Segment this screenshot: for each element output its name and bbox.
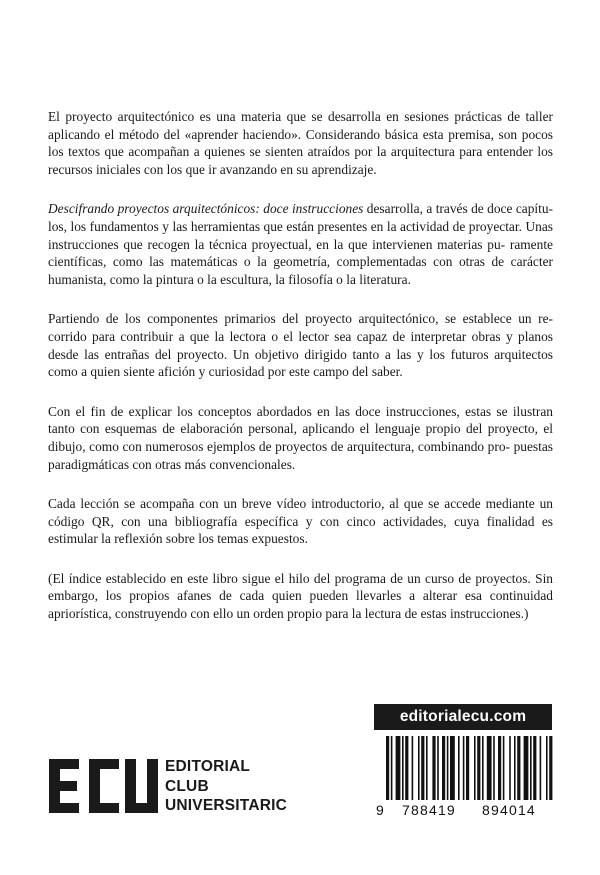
website-banner [374, 704, 552, 730]
paragraph-lessons [48, 495, 553, 548]
text-line: (El índice establecido en este libro sigue el hilo del programa de un curso de proyectos. [48, 570, 531, 586]
barcode-first-digit: 9 [376, 802, 384, 818]
barcode-bar [487, 736, 492, 800]
text-line: Con el fin de explicar los conceptos abordados en las doce instrucciones, estas se ilustran [48, 403, 553, 419]
barcode-bar [437, 736, 439, 800]
text-line: desde las entrañas del proyecto. Un objetivo dirigido tanto a las y los futuros arquitectos [48, 346, 553, 362]
text-line: Partiendo de los componentes primarios del proyecto arquitectónico, se establece un re- [48, 311, 553, 327]
barcode-bar [405, 736, 408, 800]
barcode-bar [524, 736, 529, 800]
text-line: apriorística, construyendo con ello un orden propio para la lectura de estas instrucciones.) [48, 606, 529, 622]
barcode-bar [530, 736, 532, 800]
publisher-line-3: UNIVERSITARIC [165, 797, 288, 814]
barcode-bar [447, 736, 449, 800]
paragraph-illustrations [48, 403, 553, 473]
barcode-bar [458, 736, 460, 800]
text-line: ramente científicas, como las matemáticas o la geometría, complementadas con otras de [48, 236, 553, 270]
barcode-bar [386, 736, 389, 800]
text-line: el dibujo, como con numerosos ejemplos de proyectos de arquitectura, combinando pro- [48, 421, 553, 454]
barcode-bar [474, 736, 476, 800]
barcode-bar [421, 736, 424, 800]
book-title: Descifrando proyectos arquitectónicos: doce instrucciones [48, 201, 364, 217]
barcode-bar [450, 736, 455, 800]
text-line: pocos los textos que acompañan a quienes se sienten atraídos por la arquitectura para [48, 126, 553, 160]
barcode-bar [463, 736, 465, 800]
text-line: desarrolla, a través de doce capítu- [363, 201, 554, 217]
text-line: los, los fundamentos y las herramientas que están presentes en la actividad de proyectar. [48, 218, 522, 234]
text-line: un código QR, con una bibliografía específica y con cinco actividades, cuya finalidad es [48, 496, 553, 529]
barcode-bar [503, 736, 505, 800]
publisher-name [165, 757, 287, 816]
text-line: entender los recursos iniciales con los que ir avanzando en su aprendizaje. [48, 144, 553, 177]
paragraph-intro [48, 108, 553, 178]
barcode-bar [396, 736, 401, 800]
text-line: carácter humanista, como la pintura o la escultura, la filosofía o la literatura. [48, 254, 553, 287]
text-line: Unas instrucciones que recogen la técnica proyectual, en la que intervienen materias pu- [48, 218, 553, 252]
barcode-left-group: 788419 [402, 802, 456, 818]
back-cover-text [48, 108, 553, 645]
barcode-bar [426, 736, 428, 800]
text-line: como a quien siente afición y curiosidad por este campo del saber. [48, 364, 403, 380]
barcode-bar [493, 736, 495, 800]
text-line: puestas paradigmáticas con otras más convencionales. [48, 438, 553, 472]
barcode-digits [376, 802, 554, 820]
barcode-bar [517, 736, 520, 800]
barcode-bar [466, 736, 469, 800]
barcode-bars [376, 736, 554, 802]
text-line: estimular la reflexión sobre los temas expuestos. [48, 531, 308, 547]
barcode-bar [432, 736, 435, 800]
text-line: aplicando el método del «aprender haciendo». Considerando básica esta premisa, son [48, 126, 518, 142]
isbn-barcode [376, 736, 554, 820]
barcode-bar [514, 736, 516, 800]
paragraph-index-note [48, 570, 553, 623]
ecu-logo-mark [45, 755, 160, 817]
text-line: Cada lección se acompaña con un breve vídeo introductorio, al que se accede mediante [48, 496, 535, 512]
barcode-right-group: 894014 [482, 802, 536, 818]
paragraph-approach [48, 310, 553, 380]
barcode-bar [533, 736, 536, 800]
website-url: editorialecu.com [399, 708, 527, 725]
barcode-bar [549, 736, 552, 800]
barcode-bar [402, 736, 404, 800]
text-line: tanto con esquemas de elaboración personal, aplicando el lenguaje propio del proyecto, [48, 421, 538, 437]
publisher-line-2: CLUB [165, 777, 209, 795]
barcode-bar [412, 736, 414, 800]
barcode-bar [546, 736, 548, 800]
barcode-bar [477, 736, 480, 800]
text-line: Sin embargo, los propios afanes de cada quien pueden llevarles a alterar esa continuidad [48, 570, 553, 604]
barcode-bar [540, 736, 542, 800]
barcode-bar [509, 736, 511, 800]
text-line: corrido para contribuir a que la lectora o el lector sea capaz de interpretar obras y planos [48, 328, 553, 344]
text-line: El proyecto arquitectónico es una materia que se desarrolla en sesiones prácticas de taller [48, 109, 553, 124]
publisher-logo [45, 755, 295, 817]
publisher-line-1: EDITORIAL [165, 758, 251, 775]
barcode-bar [442, 736, 445, 800]
barcode-bar [418, 736, 420, 800]
barcode-bar [482, 736, 484, 800]
barcode-bar [498, 736, 501, 800]
paragraph-book-description [48, 200, 553, 288]
barcode-bar [391, 736, 393, 800]
